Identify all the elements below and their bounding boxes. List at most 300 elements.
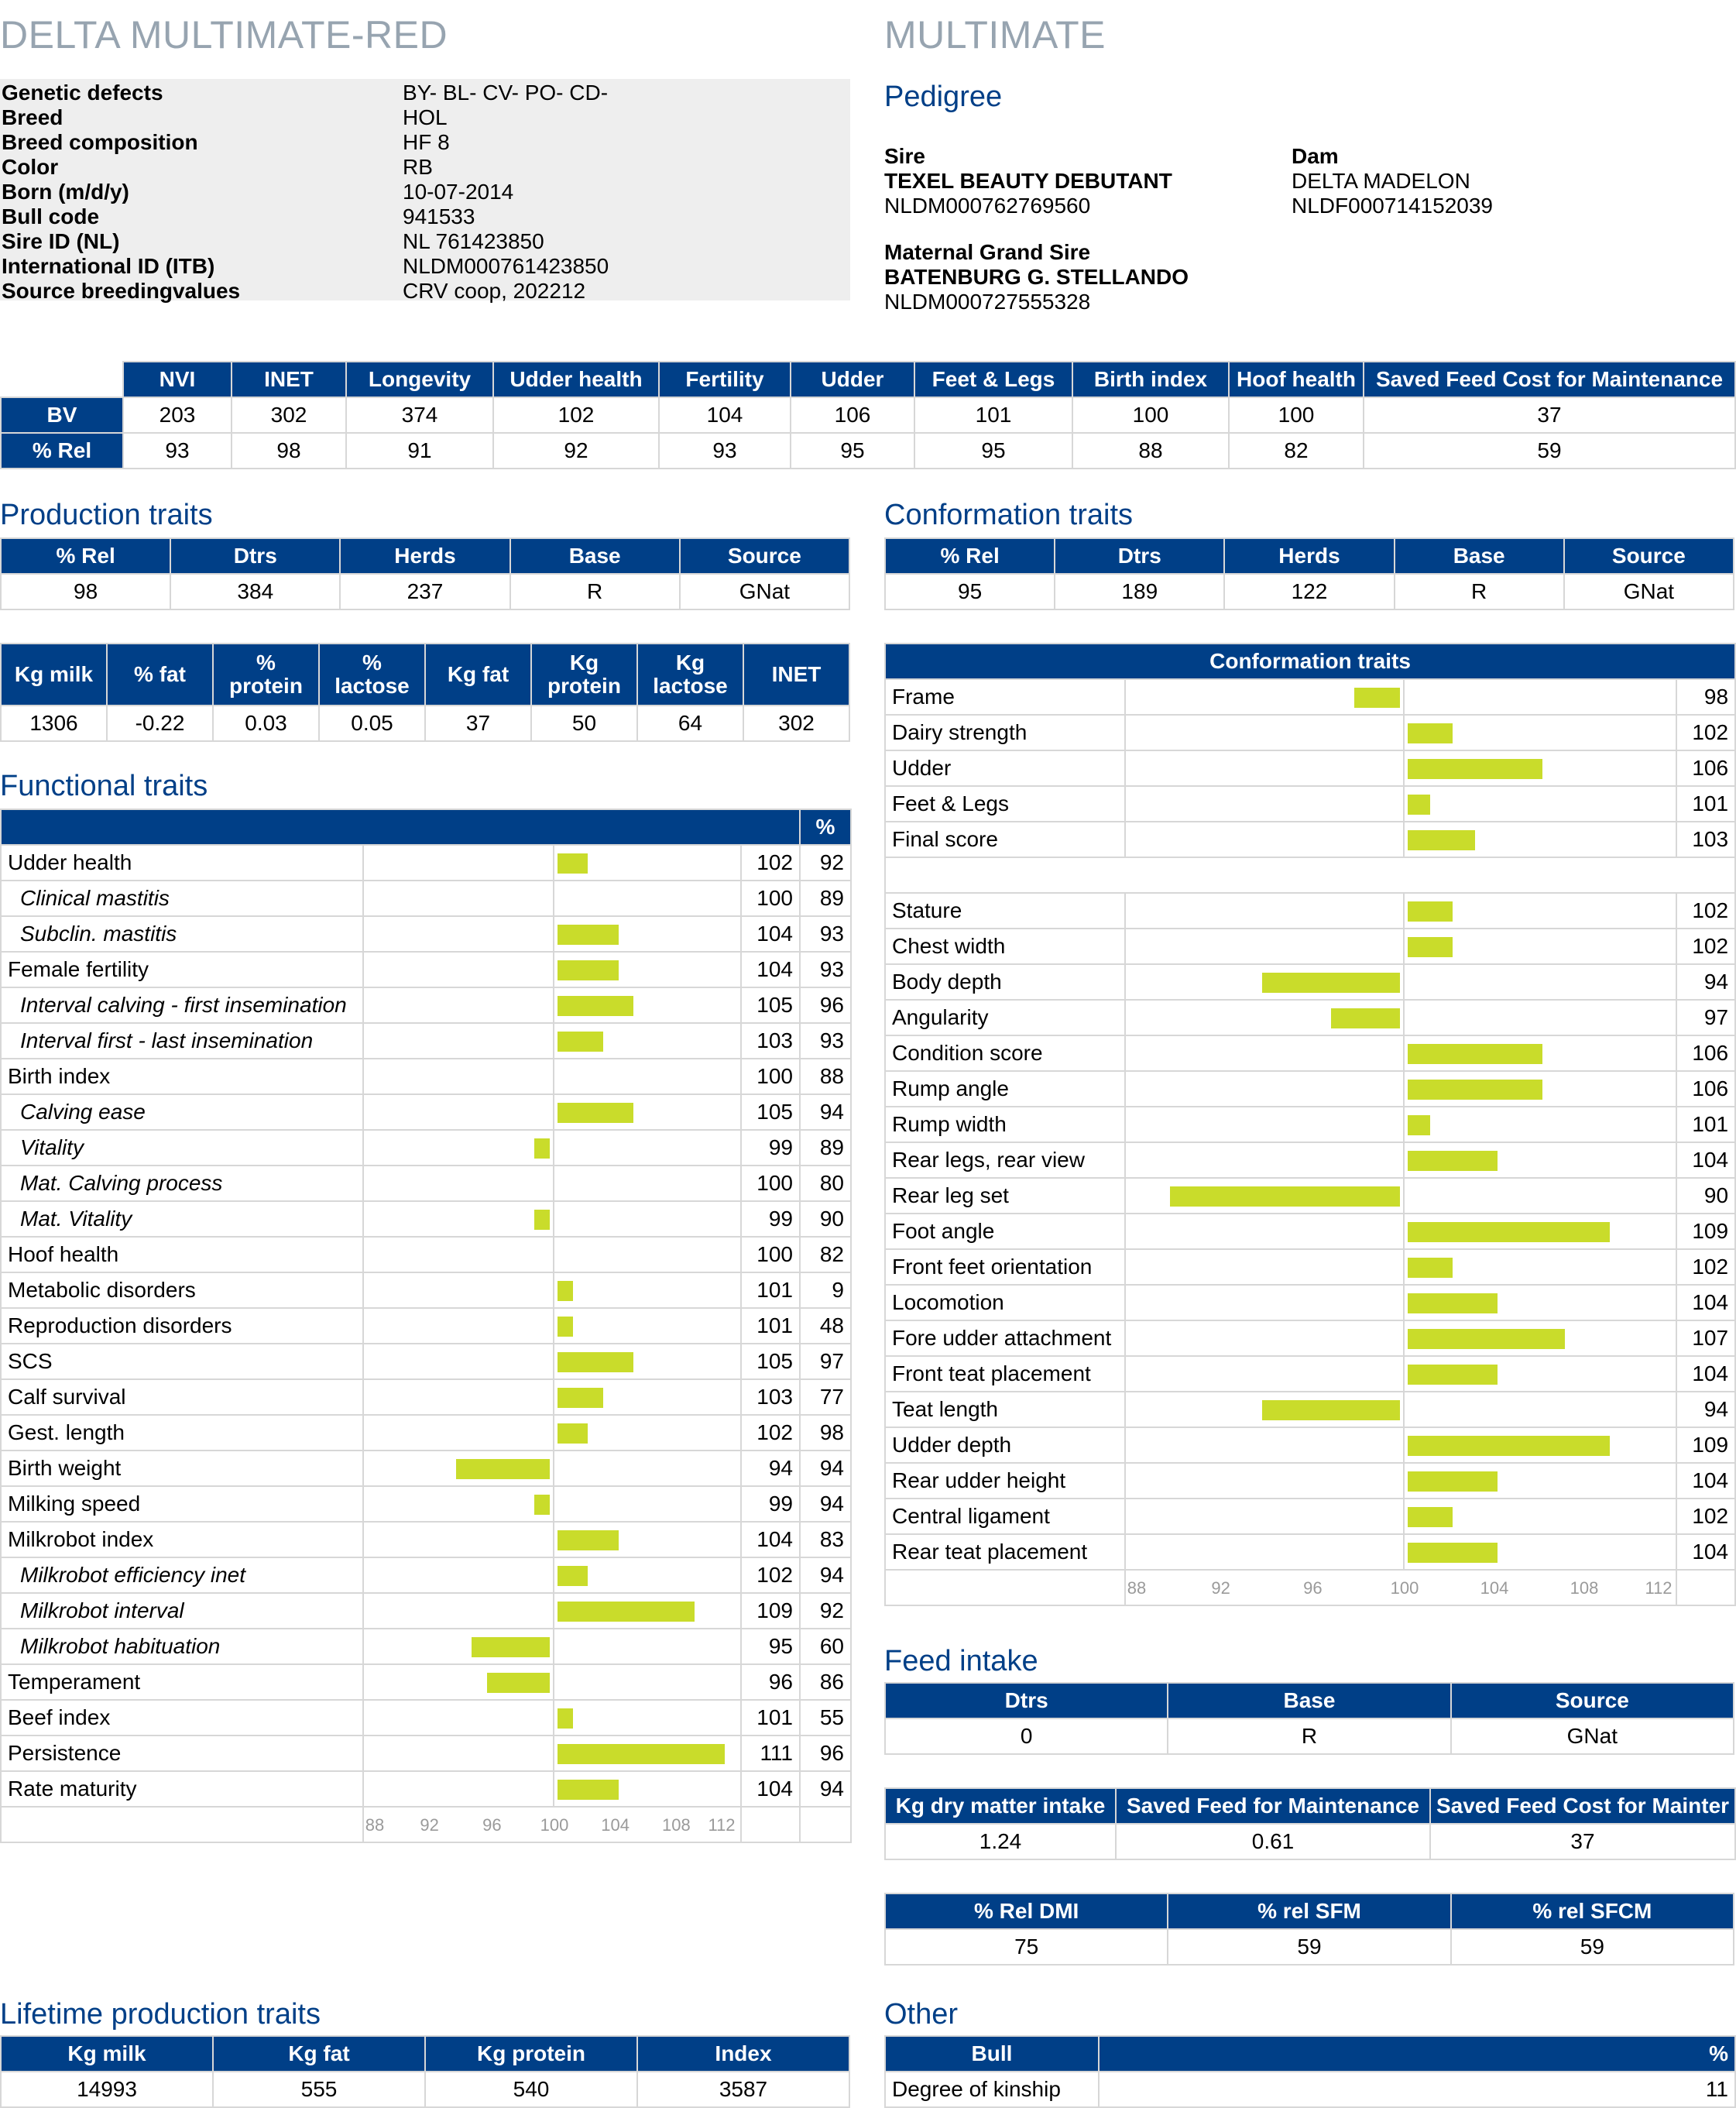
trait-value: 111 xyxy=(741,1735,800,1771)
trait-value: 105 xyxy=(741,1344,800,1379)
trait-value: 104 xyxy=(1676,1142,1735,1178)
bar-cell-negative xyxy=(363,1166,554,1201)
column-header: Herds xyxy=(340,538,509,574)
trait-label: Udder depth xyxy=(885,1427,1125,1463)
axis-spacer xyxy=(1676,1570,1735,1605)
production-kg-table xyxy=(0,643,850,742)
value-cell: 98 xyxy=(1,574,170,609)
trait-rel: 94 xyxy=(800,1486,851,1522)
trait-label: Udder xyxy=(885,750,1125,786)
trait-value: 105 xyxy=(741,1094,800,1130)
info-value: CRV coop, 202212 xyxy=(403,279,586,303)
bar-cell-positive xyxy=(554,952,741,987)
trait-label: Persistence xyxy=(1,1735,363,1771)
bar-cell-negative xyxy=(363,1308,554,1344)
value-cell: 3587 xyxy=(637,2072,849,2107)
info-label: Bull code xyxy=(2,204,100,228)
trait-label: Front feet orientation xyxy=(885,1249,1125,1285)
trait-bar xyxy=(1408,723,1453,743)
trait-rel: 77 xyxy=(800,1379,851,1415)
bar-cell-positive xyxy=(1404,1107,1676,1142)
info-value: NL 761423850 xyxy=(403,229,544,253)
index-table xyxy=(0,361,1736,469)
functional-row xyxy=(1,1379,851,1415)
info-row xyxy=(0,279,850,304)
bar-cell-negative xyxy=(1125,1035,1404,1071)
trait-label: SCS xyxy=(1,1344,363,1379)
trait-value: 95 xyxy=(741,1629,800,1664)
info-label: Source breedingvalues xyxy=(2,279,241,303)
index-value: 92 xyxy=(493,433,659,469)
trait-value: 109 xyxy=(1676,1214,1735,1249)
conformation-title: Conformation traits xyxy=(884,499,1134,531)
axis-tick-label: 104 xyxy=(1480,1578,1509,1598)
trait-value: 109 xyxy=(1676,1427,1735,1463)
axis-tick-label: 100 xyxy=(1390,1578,1419,1598)
trait-rel: 89 xyxy=(800,1130,851,1166)
trait-bar xyxy=(1408,1507,1453,1527)
value-cell: 122 xyxy=(1224,574,1394,609)
info-label: Born (m/d/y) xyxy=(2,180,129,204)
trait-bar xyxy=(1408,1471,1498,1492)
trait-bar xyxy=(1408,1436,1610,1456)
functional-row xyxy=(1,1237,851,1272)
trait-label: Mat. Calving process xyxy=(1,1166,363,1201)
trait-label: Birth index xyxy=(1,1059,363,1094)
index-row-label: BV xyxy=(1,397,123,433)
trait-label: Final score xyxy=(885,822,1125,857)
bar-cell-positive xyxy=(1404,822,1676,857)
trait-value: 106 xyxy=(1676,1071,1735,1107)
trait-rel: 94 xyxy=(800,1557,851,1593)
value-cell: 14993 xyxy=(1,2072,213,2107)
bar-cell-positive xyxy=(554,1415,741,1451)
trait-bar xyxy=(1354,688,1400,708)
index-value: 104 xyxy=(659,397,791,433)
bar-cell-positive xyxy=(1404,1534,1676,1570)
bar-cell-negative xyxy=(363,845,554,881)
trait-bar xyxy=(558,925,619,945)
column-header: Kg protein xyxy=(425,2036,637,2072)
trait-value: 106 xyxy=(1676,750,1735,786)
functional-row xyxy=(1,1344,851,1379)
index-value: 106 xyxy=(791,397,914,433)
trait-bar xyxy=(1331,1008,1400,1028)
info-value: NLDM000761423850 xyxy=(403,254,609,278)
header-row xyxy=(885,1788,1735,1824)
trait-bar xyxy=(558,1388,603,1408)
kinship-label: Degree of kinship xyxy=(885,2072,1099,2107)
bar-cell-negative xyxy=(363,1664,554,1700)
trait-bar xyxy=(1408,937,1453,957)
column-header: Kg protein xyxy=(531,644,637,706)
bar-cell-positive xyxy=(1404,1035,1676,1071)
info-row xyxy=(0,204,850,229)
conformation-row xyxy=(885,1463,1735,1499)
bar-cell-negative xyxy=(1125,1107,1404,1142)
info-label: International ID (ITB) xyxy=(2,254,215,278)
trait-label: Clinical mastitis xyxy=(1,881,363,916)
functional-row xyxy=(1,1629,851,1664)
trait-bar xyxy=(1408,1329,1565,1349)
trait-label: Female fertility xyxy=(1,952,363,987)
bar-cell-negative xyxy=(1125,715,1404,750)
column-header: Base xyxy=(1168,1683,1450,1718)
trait-value: 103 xyxy=(741,1023,800,1059)
dam-id: NLDF000714152039 xyxy=(1292,194,1493,218)
bar-cell-negative xyxy=(363,952,554,987)
conformation-row xyxy=(885,1142,1735,1178)
bar-cell-negative xyxy=(1125,929,1404,964)
bar-cell-negative xyxy=(1125,822,1404,857)
feed-rel-table xyxy=(884,1893,1734,1966)
index-header: Longevity xyxy=(346,362,493,397)
trait-label: Hoof health xyxy=(1,1237,363,1272)
value-cell: 64 xyxy=(637,706,743,741)
trait-label: Gest. length xyxy=(1,1415,363,1451)
index-header: Hoof health xyxy=(1229,362,1364,397)
column-header: Index xyxy=(637,2036,849,2072)
trait-bar xyxy=(558,1780,619,1800)
bar-cell-negative xyxy=(363,916,554,952)
bar-cell-positive xyxy=(1404,1285,1676,1320)
trait-label: Rump angle xyxy=(885,1071,1125,1107)
value-cell: 555 xyxy=(213,2072,425,2107)
info-value: 941533 xyxy=(403,204,475,228)
trait-bar xyxy=(1408,1293,1498,1313)
axis-row xyxy=(1,1807,851,1842)
value-cell: 1.24 xyxy=(885,1824,1116,1859)
info-value: RB xyxy=(403,155,433,179)
trait-value: 101 xyxy=(741,1272,800,1308)
info-value: HOL xyxy=(403,105,448,129)
axis-tick-label: 108 xyxy=(1570,1578,1599,1598)
bar-cell-positive xyxy=(1404,964,1676,1000)
trait-value: 100 xyxy=(741,1237,800,1272)
trait-bar xyxy=(472,1637,550,1657)
conformation-table xyxy=(884,537,1734,610)
conformation-row xyxy=(885,929,1735,964)
trait-value: 100 xyxy=(741,1059,800,1094)
trait-label: Dairy strength xyxy=(885,715,1125,750)
trait-label: Milkrobot interval xyxy=(1,1593,363,1629)
functional-row xyxy=(1,1451,851,1486)
column-header: % Rel DMI xyxy=(885,1893,1168,1929)
functional-row xyxy=(1,1094,851,1130)
trait-value: 101 xyxy=(741,1700,800,1735)
axis-tick-label: 92 xyxy=(1211,1578,1230,1598)
functional-row xyxy=(1,1557,851,1593)
bar-cell-negative xyxy=(1125,1427,1404,1463)
axis-ticks xyxy=(363,1807,741,1842)
value-row xyxy=(885,1824,1735,1859)
trait-bar xyxy=(558,1103,633,1123)
trait-bar xyxy=(558,1708,573,1729)
header-row xyxy=(885,1893,1734,1929)
bar-cell-positive xyxy=(554,1166,741,1201)
axis-spacer xyxy=(741,1807,800,1842)
trait-bar xyxy=(558,1744,725,1764)
conformation-row xyxy=(885,1534,1735,1570)
functional-chart xyxy=(0,809,852,1843)
bar-cell-negative xyxy=(1125,1356,1404,1392)
functional-row xyxy=(1,1130,851,1166)
kinship-row xyxy=(885,2072,1735,2107)
axis-tick-label: 92 xyxy=(420,1815,439,1835)
functional-row xyxy=(1,1593,851,1629)
trait-label: Milkrobot index xyxy=(1,1522,363,1557)
functional-row xyxy=(1,1308,851,1344)
trait-label: Reproduction disorders xyxy=(1,1308,363,1344)
axis-tick-label: 108 xyxy=(661,1815,691,1835)
column-header: Dtrs xyxy=(170,538,340,574)
dam-name: DELTA MADELON xyxy=(1292,169,1470,193)
bar-cell-positive xyxy=(554,881,741,916)
functional-row xyxy=(1,916,851,952)
info-row xyxy=(0,155,850,180)
trait-value: 104 xyxy=(741,1771,800,1807)
trait-value: 104 xyxy=(741,1522,800,1557)
value-cell: 189 xyxy=(1055,574,1224,609)
bar-cell-positive xyxy=(1404,786,1676,822)
kinship-value: 11 xyxy=(1099,2072,1735,2107)
index-header: Saved Feed Cost for Maintenance xyxy=(1364,362,1735,397)
pct-header: % xyxy=(1099,2036,1735,2072)
axis-spacer xyxy=(800,1807,851,1842)
conformation-row xyxy=(885,715,1735,750)
trait-value: 94 xyxy=(1676,964,1735,1000)
conformation-row xyxy=(885,893,1735,929)
trait-rel: 94 xyxy=(800,1094,851,1130)
bar-cell-positive xyxy=(554,845,741,881)
production-table xyxy=(0,537,850,610)
trait-value: 96 xyxy=(741,1664,800,1700)
column-header: Saved Feed for Maintenance xyxy=(1116,1788,1430,1824)
column-header: % Rel xyxy=(885,538,1055,574)
value-row xyxy=(1,706,849,741)
value-row xyxy=(885,1929,1734,1965)
column-header: Source xyxy=(1451,1683,1734,1718)
trait-label: Chest width xyxy=(885,929,1125,964)
value-cell: 0.61 xyxy=(1116,1824,1430,1859)
trait-value: 104 xyxy=(741,916,800,952)
bar-cell-negative xyxy=(1125,1320,1404,1356)
value-row xyxy=(1,574,849,609)
bar-cell-positive xyxy=(1404,1320,1676,1356)
column-header: Kg fat xyxy=(425,644,531,706)
feed-table xyxy=(884,1682,1734,1755)
conformation-row xyxy=(885,1285,1735,1320)
bar-cell-positive xyxy=(1404,1142,1676,1178)
index-header: Udder health xyxy=(493,362,659,397)
value-cell: GNat xyxy=(680,574,849,609)
index-header: Birth index xyxy=(1072,362,1229,397)
value-cell: R xyxy=(1395,574,1564,609)
other-header-row xyxy=(885,2036,1735,2072)
info-row xyxy=(0,254,850,279)
index-value: 95 xyxy=(791,433,914,469)
trait-bar xyxy=(534,1495,550,1515)
trait-label: Rate maturity xyxy=(1,1771,363,1807)
trait-rel: 82 xyxy=(800,1237,851,1272)
trait-label: Stature xyxy=(885,893,1125,929)
value-cell: 1306 xyxy=(1,706,107,741)
bar-cell-negative xyxy=(1125,1249,1404,1285)
info-label: Breed composition xyxy=(2,130,198,154)
trait-rel: 96 xyxy=(800,1735,851,1771)
trait-value: 102 xyxy=(741,1415,800,1451)
bar-cell-negative xyxy=(363,1379,554,1415)
corner-cell xyxy=(1,362,123,397)
bar-cell-positive xyxy=(554,1486,741,1522)
column-header: % Rel xyxy=(1,538,170,574)
functional-row xyxy=(1,845,851,881)
column-header: Dtrs xyxy=(1055,538,1224,574)
trait-rel: 96 xyxy=(800,987,851,1023)
trait-bar xyxy=(558,1602,695,1622)
trait-bar xyxy=(1408,1543,1498,1563)
trait-bar xyxy=(1170,1186,1400,1207)
bar-cell-positive xyxy=(554,916,741,952)
column-header: Kg milk xyxy=(1,644,107,706)
bar-cell-positive xyxy=(554,1557,741,1593)
axis-tick-label: 112 xyxy=(708,1815,736,1835)
column-header: Kg lactose xyxy=(637,644,743,706)
bar-cell-positive xyxy=(554,1201,741,1237)
index-value: 101 xyxy=(914,397,1072,433)
trait-label: Angularity xyxy=(885,1000,1125,1035)
column-header: Base xyxy=(1395,538,1564,574)
conformation-chart xyxy=(884,643,1736,1606)
bar-cell-negative xyxy=(1125,1071,1404,1107)
info-label: Sire ID (NL) xyxy=(2,229,120,253)
bar-cell-positive xyxy=(1404,1499,1676,1534)
trait-rel: 93 xyxy=(800,952,851,987)
trait-label: Body depth xyxy=(885,964,1125,1000)
bar-cell-negative xyxy=(363,1023,554,1059)
index-value: 102 xyxy=(493,397,659,433)
spacer-row xyxy=(885,857,1735,893)
bar-cell-negative xyxy=(363,1700,554,1735)
trait-label: Central ligament xyxy=(885,1499,1125,1534)
trait-value: 104 xyxy=(1676,1534,1735,1570)
bar-cell-positive xyxy=(1404,1214,1676,1249)
value-cell: 37 xyxy=(425,706,531,741)
trait-label: Milkrobot efficiency inet xyxy=(1,1557,363,1593)
trait-rel: 90 xyxy=(800,1201,851,1237)
bar-cell-negative xyxy=(1125,1178,1404,1214)
mgs-name: BATENBURG G. STELLANDO xyxy=(884,265,1189,289)
dam-block xyxy=(1292,144,1493,218)
bar-cell-positive xyxy=(554,1451,741,1486)
bar-cell-negative xyxy=(363,1415,554,1451)
axis-tick-label: 96 xyxy=(1303,1578,1323,1598)
mgs-block xyxy=(884,240,1189,314)
right-title: MULTIMATE xyxy=(884,13,1106,57)
trait-rel: 92 xyxy=(800,1593,851,1629)
trait-bar xyxy=(1262,973,1400,993)
bar-cell-negative xyxy=(1125,1142,1404,1178)
trait-label: Mat. Vitality xyxy=(1,1201,363,1237)
conformation-chart-title: Conformation traits xyxy=(885,644,1735,679)
column-header: Kg milk xyxy=(1,2036,213,2072)
functional-row xyxy=(1,1023,851,1059)
column-header: Herds xyxy=(1224,538,1394,574)
functional-header xyxy=(1,809,800,845)
trait-bar xyxy=(1408,1365,1498,1385)
trait-rel: 9 xyxy=(800,1272,851,1308)
conformation-row xyxy=(885,1249,1735,1285)
index-value: 302 xyxy=(232,397,346,433)
header-row xyxy=(1,644,849,706)
trait-value: 94 xyxy=(1676,1392,1735,1427)
trait-rel: 60 xyxy=(800,1629,851,1664)
bar-cell-negative xyxy=(363,881,554,916)
trait-value: 101 xyxy=(1676,786,1735,822)
trait-label: Milkrobot habituation xyxy=(1,1629,363,1664)
trait-rel: 92 xyxy=(800,845,851,881)
trait-bar xyxy=(534,1210,550,1230)
trait-rel: 94 xyxy=(800,1451,851,1486)
bar-cell-negative xyxy=(1125,679,1404,715)
trait-bar xyxy=(1408,1044,1542,1064)
info-label: Breed xyxy=(2,105,63,129)
axis-tick-label: 104 xyxy=(601,1815,630,1835)
conformation-row xyxy=(885,964,1735,1000)
bar-cell-positive xyxy=(554,1379,741,1415)
bull-header: Bull xyxy=(885,2036,1099,2072)
index-value: 82 xyxy=(1229,433,1364,469)
bar-cell-positive xyxy=(554,1272,741,1308)
trait-bar xyxy=(1408,1151,1498,1171)
column-header: Kg dry matter intake xyxy=(885,1788,1116,1824)
value-cell: 75 xyxy=(885,1929,1168,1965)
axis-spacer xyxy=(1,1807,363,1842)
trait-label: Subclin. mastitis xyxy=(1,916,363,952)
bar-cell-negative xyxy=(363,1771,554,1807)
value-cell: GNat xyxy=(1564,574,1734,609)
bar-cell-positive xyxy=(554,1059,741,1094)
info-row xyxy=(0,105,850,130)
bar-cell-positive xyxy=(554,1771,741,1807)
header-row xyxy=(1,2036,849,2072)
trait-bar xyxy=(1262,1400,1400,1420)
trait-bar xyxy=(1408,1258,1453,1278)
value-cell: 0.03 xyxy=(213,706,319,741)
bar-cell-negative xyxy=(1125,964,1404,1000)
trait-label: Calving ease xyxy=(1,1094,363,1130)
index-header-row xyxy=(1,362,1735,397)
bar-cell-positive xyxy=(1404,750,1676,786)
trait-value: 104 xyxy=(1676,1356,1735,1392)
trait-label: Rear legs, rear view xyxy=(885,1142,1125,1178)
trait-bar xyxy=(558,1566,588,1586)
axis-tick-label: 100 xyxy=(540,1815,569,1835)
trait-rel: 98 xyxy=(800,1415,851,1451)
bar-cell-negative xyxy=(363,987,554,1023)
trait-value: 99 xyxy=(741,1486,800,1522)
bar-cell-positive xyxy=(554,1664,741,1700)
trait-bar xyxy=(558,1530,619,1550)
index-header: INET xyxy=(232,362,346,397)
column-header: Base xyxy=(510,538,680,574)
bar-cell-positive xyxy=(1404,679,1676,715)
header-row xyxy=(885,1683,1734,1718)
trait-value: 98 xyxy=(1676,679,1735,715)
bar-cell-negative xyxy=(363,1201,554,1237)
trait-bar xyxy=(558,960,619,980)
bar-cell-positive xyxy=(1404,1356,1676,1392)
